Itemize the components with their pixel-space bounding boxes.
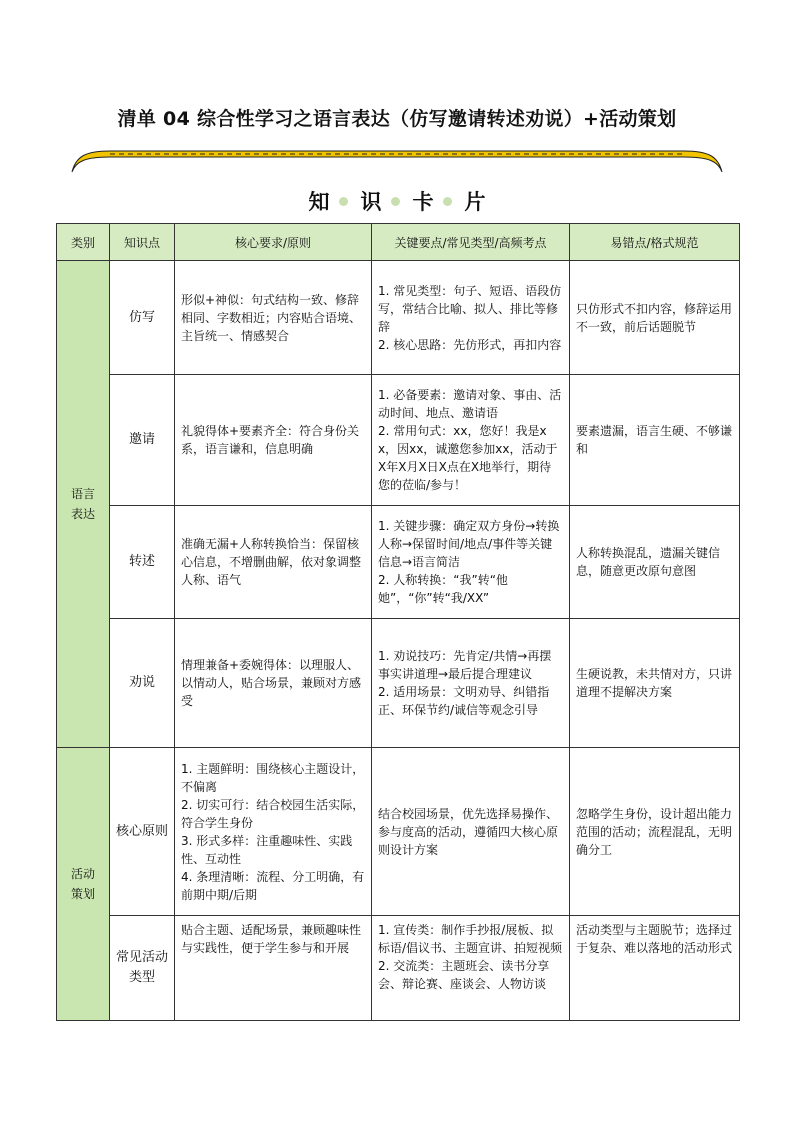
core-text: 贴合主题、适配场景，兼顾趣味性与实践性，便于学生参与和开展 [181, 923, 362, 955]
category-cell [57, 261, 110, 748]
core-cell: 准确无漏+人称转换恰当：保留核心信息，不增删曲解，依对象调整人称、语气 [175, 506, 372, 619]
core-cell: 礼貌得体+要素齐全：符合身份关系，语言谦和，信息明确 [175, 375, 372, 506]
table-row [57, 619, 740, 748]
point-cell: 转述 [110, 506, 175, 619]
point-cell: 邀请 [110, 375, 175, 506]
category-label: 语言表达 [70, 487, 95, 521]
core-cell: 形似+神似：句式结构一致、修辞相同、字数相近；内容贴合语境、主旨统一、情感契合 [175, 261, 372, 375]
table-row [57, 261, 740, 375]
header-key: 关键要点/常见类型/高频考点 [372, 224, 570, 261]
header-core: 核心要求/原则 [175, 224, 372, 261]
key-cell: 1. 必备要素：邀请对象、事由、活动时间、地点、邀请语 2. 常用句式：xx，您好！我是xx，因xx，诚邀您参加xx，活动于X年X月X日X点在X地举行，期待您的莅临/参与！ [372, 375, 570, 506]
error-text: 活动类型与主题脱节；选择过于复杂、难以落地的活动形式 [576, 923, 733, 955]
key-cell: 结合校园场景，优先选择易操作、参与度高的活动，遵循四大核心原则设计方案 [372, 748, 570, 916]
category-label: 活动策划 [70, 867, 95, 901]
error-cell: 只仿形式不扣内容，修辞运用不一致，前后话题脱节 [570, 261, 740, 375]
error-cell: 人称转换混乱，遗漏关键信息，随意更改原句意图 [570, 506, 740, 619]
section-title-char: 卡 [412, 190, 434, 214]
core-cell: 情理兼备+委婉得体：以理服人、以情动人，贴合场景，兼顾对方感受 [175, 619, 372, 748]
section-title-dot [339, 197, 348, 206]
point-cell: 常见活动类型 [110, 916, 175, 1021]
table-row [57, 506, 740, 619]
header-point: 知识点 [110, 224, 175, 261]
section-title-char: 识 [360, 190, 382, 214]
error-cell: 忽略学生身份，设计超出能力范围的活动；流程混乱，无明确分工 [570, 748, 740, 916]
header-error: 易错点/格式规范 [570, 224, 740, 261]
document-title: 清单 04 综合性学习之语言表达（仿写邀请转述劝说）+活动策划 [117, 108, 677, 130]
knowledge-table [56, 223, 740, 1021]
header-category: 类别 [57, 224, 110, 261]
section-title-char: 知 [308, 190, 330, 214]
section-title-char: 片 [464, 190, 486, 214]
section-title-knowledge-card [0, 186, 794, 216]
table-row [57, 375, 740, 506]
core-cell [175, 916, 372, 1021]
point-cell: 仿写 [110, 261, 175, 375]
key-cell: 1. 常见类型：句子、短语、语段仿写，常结合比喻、拟人、排比等修辞 2. 核心思路：先仿形式，再扣内容 [372, 261, 570, 375]
key-cell: 1. 关键步骤：确定双方身份→转换人称→保留时间/地点/事件等关键信息→语言简洁 2. 人称转换：“我”转“他她”，“你”转“我/XX” [372, 506, 570, 619]
key-text: 1. 宣传类：制作手抄报/展板、拟标语/倡议书、主题宣讲、拍短视频 2. 交流类：主题班会、读书分享会、辩论赛、座谈会、人物访谈 [378, 923, 563, 991]
point-cell: 核心原则 [110, 748, 175, 916]
key-cell [372, 916, 570, 1021]
error-cell: 要素遗漏，语言生硬、不够谦和 [570, 375, 740, 506]
point-cell: 劝说 [110, 619, 175, 748]
error-cell: 生硬说教，未共情对方，只讲道理不提解决方案 [570, 619, 740, 748]
table-header-row [57, 224, 740, 261]
title-divider [70, 148, 724, 174]
section-title-dot [391, 197, 400, 206]
error-cell [570, 916, 740, 1021]
key-cell: 1. 劝说技巧：先肯定/共情→再摆事实讲道理→最后提合理建议 2. 适用场景：文明劝导、纠错指正、环保节约/诚信等观念引导 [372, 619, 570, 748]
section-title-dot [443, 197, 452, 206]
core-cell: 1. 主题鲜明：围绕核心主题设计，不偏离 2. 切实可行：结合校园生活实际，符合学生身份 3. 形式多样：注重趣味性、实践性、互动性 4. 条理清晰：流程、分工明确，有前期中期/后期 [175, 748, 372, 916]
table-row [57, 748, 740, 916]
table-row [57, 916, 740, 1021]
category-cell [57, 748, 110, 1021]
